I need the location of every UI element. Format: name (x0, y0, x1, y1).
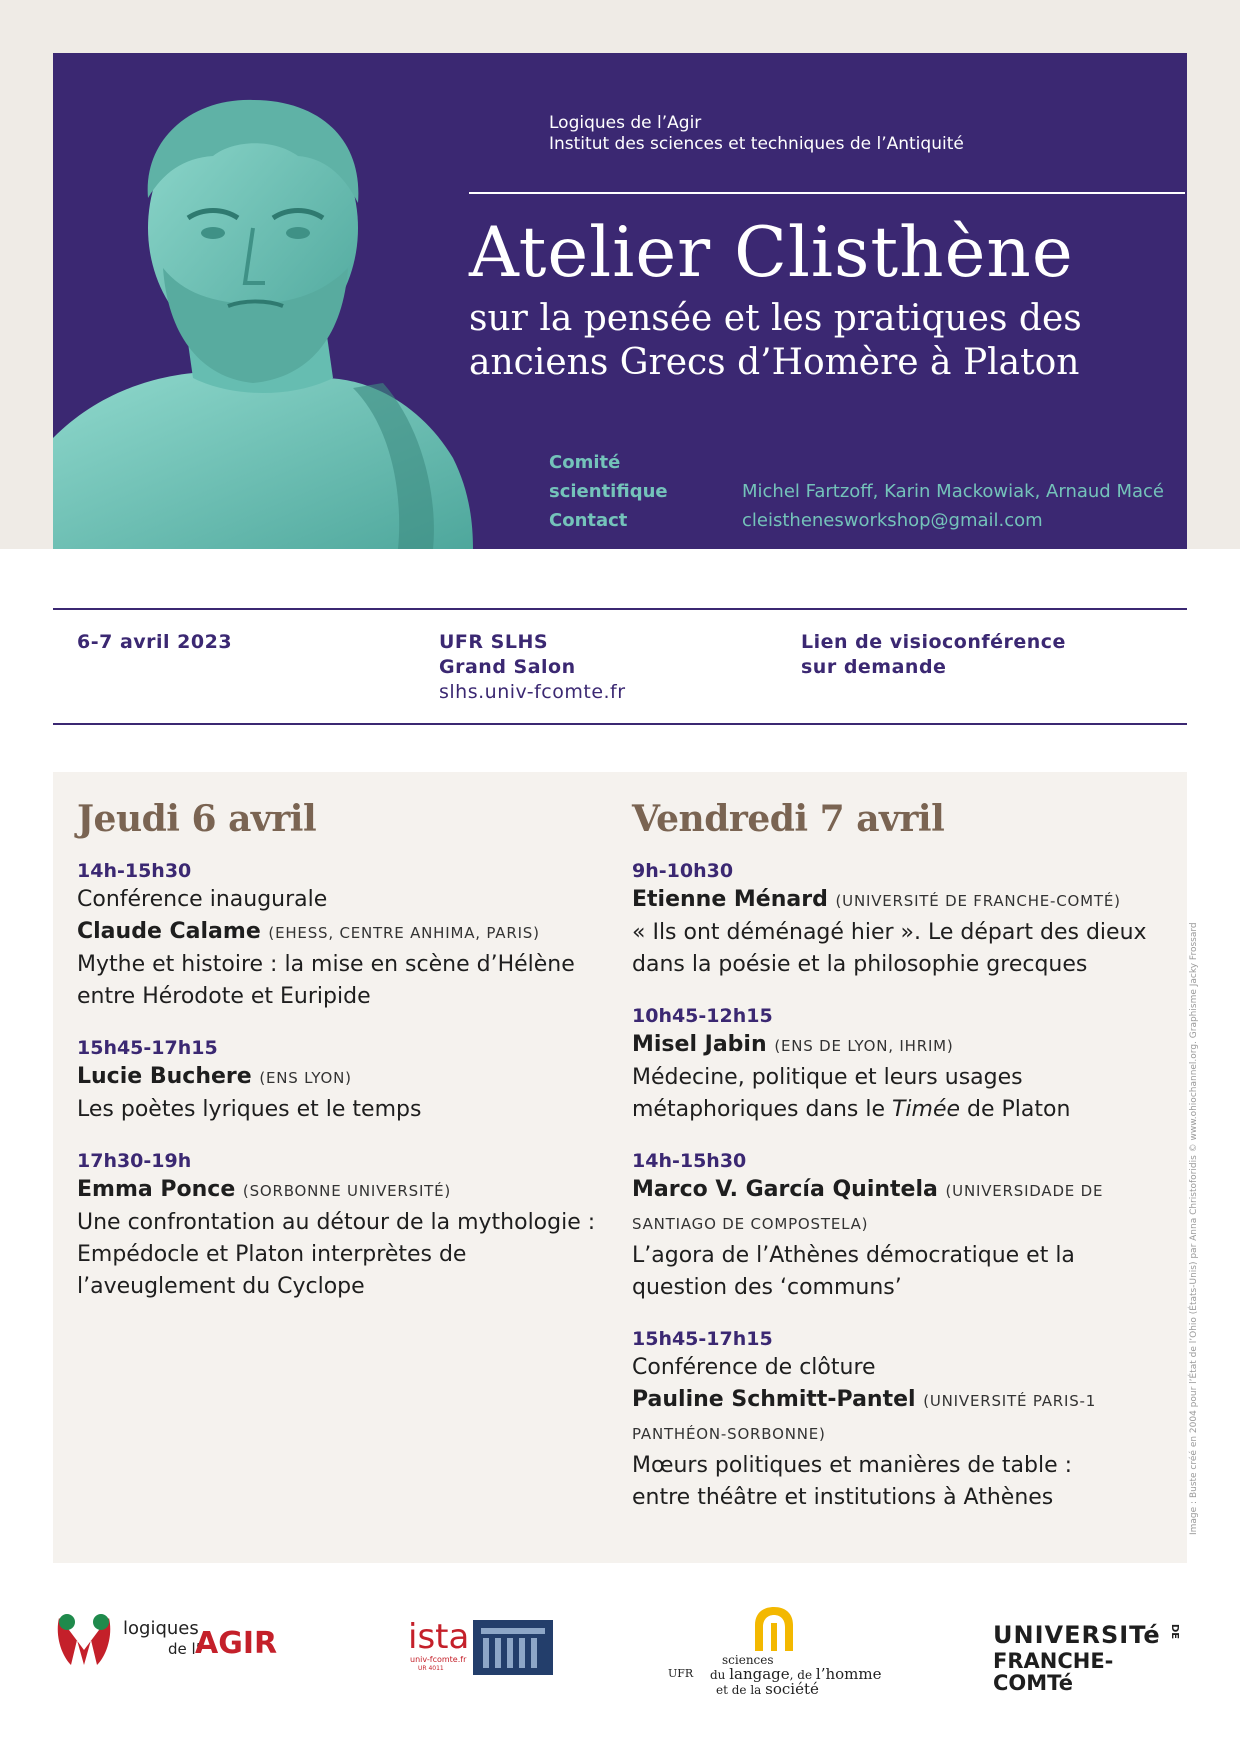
organizers (549, 113, 964, 155)
ufr-word: , de (789, 1668, 816, 1682)
talk-title-line: l’aveuglement du Cyclope (77, 1274, 365, 1299)
day-1-title: Jeudi 6 avril (77, 798, 317, 840)
talk-title-line: Mœurs politiques et manières de table : (632, 1453, 1073, 1478)
talk-title-line (632, 1094, 1172, 1126)
speaker-affiliation-cont (632, 1417, 1172, 1450)
header-meta (549, 448, 1164, 535)
arch-icon (753, 1605, 795, 1651)
ufr-word-big: société (765, 1680, 819, 1698)
date-text: 6-7 avril 2023 (77, 631, 233, 653)
header-banner (53, 53, 1187, 549)
ufr-line-3 (710, 1682, 882, 1697)
event-title: Atelier Clisthène (469, 213, 1074, 293)
visio-line-2: sur demande (801, 656, 947, 678)
info-top-rule (53, 608, 1187, 610)
talk-text: de Platon (960, 1097, 1071, 1122)
visio-line-1: Lien de visioconférence (801, 631, 1066, 653)
session-time: 10h45-12h15 (632, 1005, 773, 1027)
session-type: Conférence inaugurale (77, 887, 328, 912)
session-block (632, 1326, 1172, 1514)
session-type: Conférence de clôture (632, 1355, 876, 1380)
program-panel (53, 772, 1187, 1563)
speaker-line (77, 1174, 607, 1207)
talk-title-line: Les poètes lyriques et le temps (77, 1097, 422, 1122)
speaker-affiliation: SANTIAGO DE COMPOSTELA) (632, 1215, 869, 1233)
speaker-line (632, 1029, 1172, 1062)
bust-illustration (53, 78, 473, 549)
session-time: 14h-15h30 (77, 860, 192, 882)
logo-ista (408, 1617, 548, 1675)
univ-line-1: UNIVERSITé (993, 1621, 1161, 1649)
talk-title-line: Une confrontation au détour de la mythologie : (77, 1210, 596, 1235)
venue-line-2: Grand Salon (439, 656, 576, 678)
day-1-column (77, 772, 607, 1325)
speaker-line (632, 1174, 1172, 1207)
day-2-column (632, 772, 1172, 1536)
event-venue (439, 630, 626, 705)
contact-label: Contact (549, 510, 628, 531)
logo-universite-franche-comte (993, 1621, 1193, 1695)
ufr-text (710, 1653, 882, 1697)
session-block (632, 858, 1172, 981)
talk-title-line: entre théâtre et institutions à Athènes (632, 1485, 1054, 1510)
committee-label: Comité scientifique (549, 452, 668, 502)
info-bottom-rule (53, 723, 1187, 725)
visio-info (801, 630, 1066, 680)
agir-emblem-icon (53, 1610, 115, 1670)
session-block (632, 1003, 1172, 1126)
event-date (77, 630, 232, 655)
speaker-name: Misel Jabin (632, 1032, 767, 1057)
speaker-name: Pauline Schmitt-Pantel (632, 1387, 916, 1412)
image-credit: Image : Buste créé en 2004 pour l’État de l’Ohio (États-Unis) par Anna Christoforidis © www.ohiochannel.org. Graphisme Jacky Frossard (1189, 922, 1199, 1535)
speaker-affiliation-cont (632, 1207, 1172, 1240)
speaker-name: Marco V. García Quintela (632, 1177, 938, 1202)
session-time: 15h45-17h15 (632, 1328, 773, 1350)
ufr-word-big: langage (729, 1665, 790, 1683)
agir-text-line-2: de l’ (168, 1640, 201, 1658)
ufr-line-1: sciences (722, 1653, 774, 1667)
speaker-affiliation: (UNIVERSIDADE DE (945, 1182, 1104, 1200)
speaker-affiliation: (SORBONNE UNIVERSITÉ) (242, 1182, 452, 1200)
speaker-line (77, 916, 607, 949)
speaker-line (632, 1384, 1172, 1417)
speaker-affiliation: (ENS LYON) (259, 1069, 352, 1087)
venue-line-1: UFR SLHS (439, 631, 549, 653)
univ-de: DE (1169, 1624, 1180, 1640)
day-2-title: Vendredi 7 avril (632, 798, 945, 840)
univ-line-2: FRANCHE-COMTé (993, 1649, 1114, 1695)
building-icon (473, 1620, 553, 1675)
talk-text: métaphoriques dans le (632, 1097, 892, 1122)
talk-title-line: dans la poésie et la philosophie grecques (632, 952, 1088, 977)
speaker-line (632, 884, 1172, 917)
subtitle-line-2: anciens Grecs d’Homère à Platon (469, 342, 1080, 383)
session-block (77, 858, 607, 1013)
venue-url-link[interactable]: slhs.univ-fcomte.fr (439, 681, 626, 703)
org-line-2: Institut des sciences et techniques de l’Antiquité (549, 134, 964, 154)
logo-ufr-slhs (665, 1605, 885, 1698)
speaker-affiliation: PANTHÉON-SORBONNE) (632, 1425, 826, 1443)
ufr-word: du (710, 1668, 730, 1682)
speaker-affiliation: (UNIVERSITÉ PARIS-1 (923, 1392, 1097, 1410)
committee-value: Michel Fartzoff, Karin Mackowiak, Arnaud Macé (742, 481, 1164, 502)
ufr-word: et de la (716, 1683, 766, 1697)
speaker-name: Emma Ponce (77, 1177, 236, 1202)
logo-logiques-agir (53, 1610, 293, 1670)
contact-email[interactable]: cleisthenesworkshop@gmail.com (742, 510, 1043, 531)
speaker-affiliation: (EHESS, CENTRE ANHIMA, PARIS) (268, 924, 540, 942)
session-block (77, 1035, 607, 1126)
ista-text: ista (408, 1617, 470, 1657)
header-divider (469, 192, 1185, 194)
talk-italic-title: Timée (891, 1097, 961, 1122)
session-time: 14h-15h30 (632, 1150, 747, 1172)
session-time: 9h-10h30 (632, 860, 734, 882)
session-block (77, 1148, 607, 1303)
speaker-name: Etienne Ménard (632, 887, 828, 912)
speaker-affiliation: (UNIVERSITÉ DE FRANCHE-COMTÉ) (835, 892, 1121, 910)
subtitle-line-1: sur la pensée et les pratiques des (469, 298, 1082, 339)
partner-logos (0, 1600, 1240, 1700)
ista-url-text: univ-fcomte.fr (410, 1655, 467, 1664)
session-block (632, 1148, 1172, 1304)
talk-title-line: L’agora de l’Athènes démocratique et la (632, 1243, 1075, 1268)
talk-title-line: « Ils ont déménagé hier ». Le départ des dieux (632, 920, 1147, 945)
speaker-line (77, 1061, 607, 1094)
talk-title-line: Médecine, politique et leurs usages (632, 1065, 1023, 1090)
ufr-word-big: l’homme (815, 1665, 882, 1683)
speaker-name: Claude Calame (77, 919, 261, 944)
agir-text-line-1: logiques (123, 1618, 199, 1639)
session-time: 15h45-17h15 (77, 1037, 218, 1059)
event-subtitle (469, 297, 1082, 385)
talk-title-line: Mythe et histoire : la mise en scène d’Hélène (77, 952, 575, 977)
ufr-label: UFR (668, 1667, 694, 1680)
talk-title-line: entre Hérodote et Euripide (77, 984, 371, 1009)
talk-title-line: Empédocle et Platon interprètes de (77, 1242, 467, 1267)
talk-title-line: question des ‘communs’ (632, 1275, 902, 1300)
speaker-affiliation: (ENS DE LYON, IHRIM) (774, 1037, 954, 1055)
org-line-1: Logiques de l’Agir (549, 113, 702, 133)
speaker-name: Lucie Buchere (77, 1064, 252, 1089)
session-time: 17h30-19h (77, 1150, 192, 1172)
agir-text-big: AGIR (195, 1626, 278, 1661)
ista-code-text: UR 4011 (418, 1665, 444, 1672)
